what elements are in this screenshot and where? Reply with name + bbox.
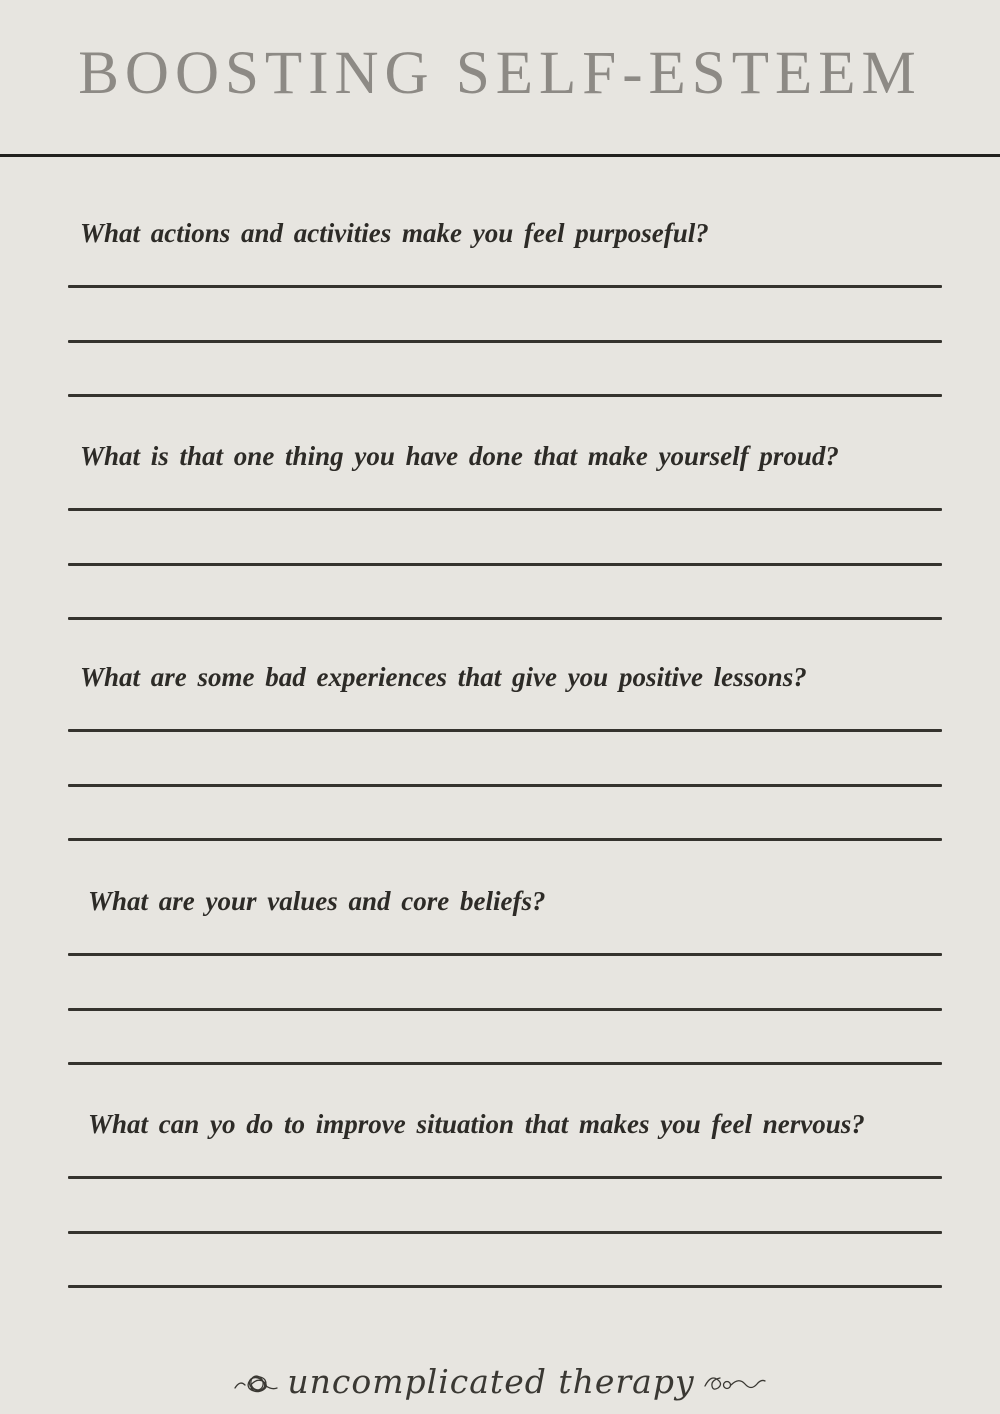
answer-line[interactable] bbox=[68, 729, 942, 732]
page-title: BOOSTING SELF-ESTEEM bbox=[78, 40, 922, 107]
answer-line[interactable] bbox=[68, 784, 942, 787]
question-block bbox=[0, 1103, 1000, 1308]
answer-line[interactable] bbox=[68, 340, 942, 343]
header-divider bbox=[0, 154, 1000, 157]
footer bbox=[0, 1352, 1000, 1410]
answer-line[interactable] bbox=[68, 1176, 942, 1179]
question-text: What are some bad experiences that give you positive lessons? bbox=[80, 662, 807, 692]
answer-line[interactable] bbox=[68, 953, 942, 956]
answer-line[interactable] bbox=[68, 617, 942, 620]
answer-line[interactable] bbox=[68, 563, 942, 566]
answer-line[interactable] bbox=[68, 1231, 942, 1234]
question-block bbox=[0, 656, 1000, 861]
brand-name: uncomplicated therapy bbox=[287, 1361, 695, 1401]
question-text: What is that one thing you have done that make yourself proud? bbox=[80, 441, 839, 471]
answer-line[interactable] bbox=[68, 1062, 942, 1065]
answer-line[interactable] bbox=[68, 285, 942, 288]
answer-line[interactable] bbox=[68, 838, 942, 841]
answer-line[interactable] bbox=[68, 1008, 942, 1011]
flourish-swirl-icon bbox=[703, 1364, 767, 1398]
question-text: What can yo do to improve situation that makes you feel nervous? bbox=[88, 1109, 865, 1139]
question-text: What are your values and core beliefs? bbox=[88, 886, 546, 916]
question-block bbox=[0, 435, 1000, 640]
answer-line[interactable] bbox=[68, 1285, 942, 1288]
answer-line[interactable] bbox=[68, 394, 942, 397]
scribble-tangle-icon bbox=[233, 1364, 279, 1398]
answer-line[interactable] bbox=[68, 508, 942, 511]
question-block bbox=[0, 212, 1000, 417]
question-text: What actions and activities make you feel purposeful? bbox=[80, 218, 709, 248]
question-block bbox=[0, 880, 1000, 1085]
